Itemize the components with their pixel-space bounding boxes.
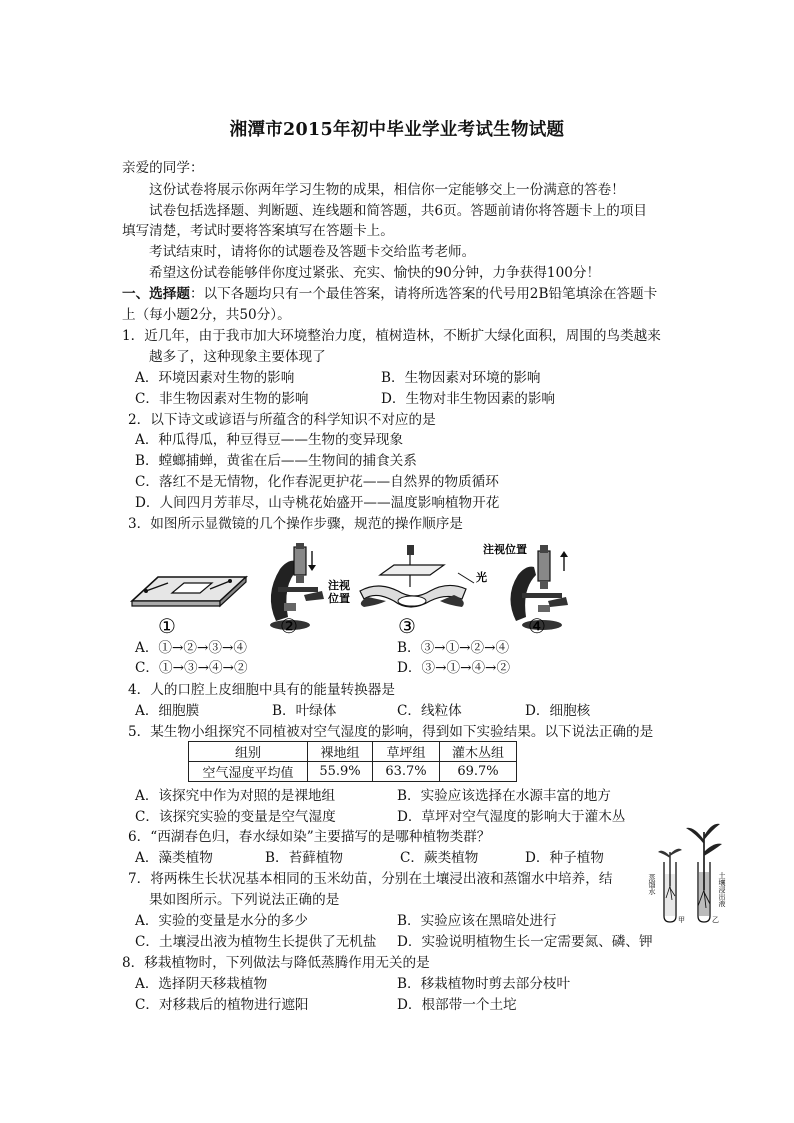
- q7-stem-a: 7．将两株生长状况基本相同的玉米幼苗，分别在土壤浸出液和蒸馏水中培养，结: [128, 871, 613, 887]
- q7-option-a: A．实验的变量是水分的多少: [135, 913, 308, 929]
- q6-option-b: B．苔藓植物: [265, 850, 343, 866]
- q5-option-b: B．实验应该选择在水源丰富的地方: [397, 788, 611, 804]
- q7-option-d: D．实验说明植物生长一定需要氮、磷、钾: [397, 934, 653, 950]
- intro-greeting: 亲爱的同学：: [122, 160, 204, 176]
- tube-yi-soil-extract: [686, 824, 722, 922]
- q3-option-c: C．①→③→④→②: [135, 660, 248, 676]
- q3-stem: 3．如图所示显微镜的几个操作步骤，规范的操作顺序是: [128, 516, 463, 532]
- q1-option-b: B．生物因素对环境的影响: [381, 370, 541, 386]
- q8-stem: 8．移栽植物时，下列做法与降低蒸腾作用无关的是: [122, 955, 430, 971]
- q3-option-d: D．③→①→④→②: [397, 660, 511, 676]
- fig3-step-number-4: ④: [528, 614, 546, 638]
- intro-paragraph-2a: 试卷包括选择题、判断题、连线题和简答题，共6页。答题前请你将答题卡上的项目: [149, 203, 648, 219]
- q1-option-d: D．生物对非生物因素的影响: [381, 391, 556, 407]
- q1-option-a: A．环境因素对生物的影响: [135, 370, 295, 386]
- table-header-row: [189, 742, 517, 762]
- q3-option-a: A．①→②→③→④: [135, 640, 247, 656]
- q5-stem: 5．某生物小组探究不同植被对空气湿度的影响，得到如下实验结果。以下说法正确的是: [128, 724, 654, 740]
- intro-paragraph-1: 这份试卷将展示你两年学习生物的成果，相信你一定能够交上一份满意的答卷！: [149, 182, 625, 198]
- step-1-slide-illustration: [132, 577, 246, 606]
- q6-option-a: A．藻类植物: [135, 850, 213, 866]
- q8-option-a: A．选择阴天移栽植物: [135, 976, 268, 992]
- intro-paragraph-3: 考试结束时，请将你的试题卷及答题卡交给监考老师。: [149, 244, 476, 260]
- fig3-label-gaze-side-1: 注视: [328, 579, 350, 592]
- fig7-label-distilled-water: 蒸馏水: [648, 874, 656, 895]
- q2-stem: 2．以下诗文或谚语与所蕴含的科学知识不对应的是: [128, 412, 436, 428]
- q8-option-b: B．移栽植物时剪去部分枝叶: [397, 976, 571, 992]
- section-1-instructions-b: 上（每小题2分，共50分）。: [122, 307, 291, 323]
- section-1-label: 一、选择题: [122, 286, 190, 302]
- section-1-heading: [122, 284, 657, 304]
- q5-option-c: C．该探究实验的变量是空气湿度: [135, 809, 336, 825]
- q7-stem-b: 果如图所示。下列说法正确的是: [149, 892, 340, 908]
- q5-option-d: D．草坪对空气湿度的影响大于灌木丛: [397, 809, 626, 825]
- q4-option-d: D．细胞核: [525, 703, 591, 719]
- q4-stem: 4．人的口腔上皮细胞中具有的能量转换器是: [128, 682, 395, 698]
- table-row: [189, 762, 517, 782]
- q2-option-a: A．种瓜得瓜，种豆得豆——生物的变异现象: [135, 432, 404, 448]
- step-3-hands-illustration: [360, 545, 474, 607]
- fig7-label-yi: 乙: [712, 916, 719, 924]
- fig3-step-number-1: ①: [158, 614, 176, 638]
- q6-option-d: D．种子植物: [525, 850, 604, 866]
- q8-option-d: D．根部带一个土坨: [397, 997, 517, 1013]
- fig3-label-light: 光: [476, 571, 487, 584]
- seedling-experiment-figure: [650, 822, 746, 926]
- q7-option-b: B．实验应该在黑暗处进行: [397, 913, 557, 929]
- q8-option-c: C．对移栽后的植物进行遮阳: [135, 997, 309, 1013]
- table-cell: 55.9%: [308, 762, 373, 782]
- table-cell: 63.7%: [373, 762, 440, 782]
- q1-stem-a: 1．近几年，由于我市加大环境整治力度，植树造林，不断扩大绿化面积，周围的鸟类越来: [122, 328, 661, 344]
- fig7-label-jia: 甲: [678, 916, 685, 924]
- q2-option-c: C．落红不是无情物，化作春泥更护花——自然界的物质循环: [135, 474, 499, 490]
- intro-paragraph-2b: 填写清楚，考试时要将答案填写在答题卡上。: [122, 223, 394, 239]
- q4-option-a: A．细胞膜: [135, 703, 200, 719]
- q4-option-c: C．线粒体: [397, 703, 462, 719]
- table-header-cell: 组别: [189, 742, 308, 762]
- fig3-step-number-3: ③: [398, 614, 416, 638]
- q6-option-c: C．蕨类植物: [400, 850, 479, 866]
- q6-stem: 6．“西湖春色归，春水绿如染”主要描写的是哪种植物类群？: [128, 829, 491, 845]
- table-row-label: 空气湿度平均值: [189, 762, 308, 782]
- table-header-cell: 草坪组: [373, 742, 440, 762]
- q5-results-table: [188, 741, 517, 782]
- fig7-label-soil-extract: 土壤浸出液: [718, 872, 726, 907]
- page-title: 湘潭市2015年初中毕业学业考试生物试题: [229, 120, 565, 140]
- table-header-cell: 裸地组: [308, 742, 373, 762]
- q2-option-d: D．人间四月芳菲尽，山寺桃花始盛开——温度影响植物开花: [135, 495, 500, 511]
- q4-option-b: B．叶绿体: [272, 703, 337, 719]
- intro-paragraph-4: 希望这份试卷能够伴你度过紧张、充实、愉快的90分钟，力争获得100分！: [149, 265, 601, 281]
- table-header-cell: 灌木丛组: [440, 742, 517, 762]
- q5-option-a: A．该探究中作为对照的是裸地组: [135, 788, 336, 804]
- tube-jia-distilled-water: [658, 849, 682, 922]
- q1-stem-b: 越多了，这种现象主要体现了: [149, 349, 326, 365]
- fig3-label-gaze-top: 注视位置: [483, 543, 527, 556]
- fig3-label-gaze-side-2: 位置: [328, 592, 350, 605]
- q7-option-c: C．土壤浸出液为植物生长提供了无机盐: [135, 934, 377, 950]
- q2-option-b: B．螳螂捕蝉，黄雀在后——生物间的捕食关系: [135, 453, 417, 469]
- microscope-steps-figure: [128, 543, 580, 638]
- table-cell: 69.7%: [440, 762, 517, 782]
- q1-option-c: C．非生物因素对生物的影响: [135, 391, 309, 407]
- section-1-instructions-a: ：以下各题均只有一个最佳答案，请将所选答案的代号用2B铅笔填涂在答题卡: [189, 286, 658, 302]
- fig3-step-number-2: ②: [280, 614, 298, 638]
- q3-option-b: B．③→①→②→④: [397, 640, 510, 656]
